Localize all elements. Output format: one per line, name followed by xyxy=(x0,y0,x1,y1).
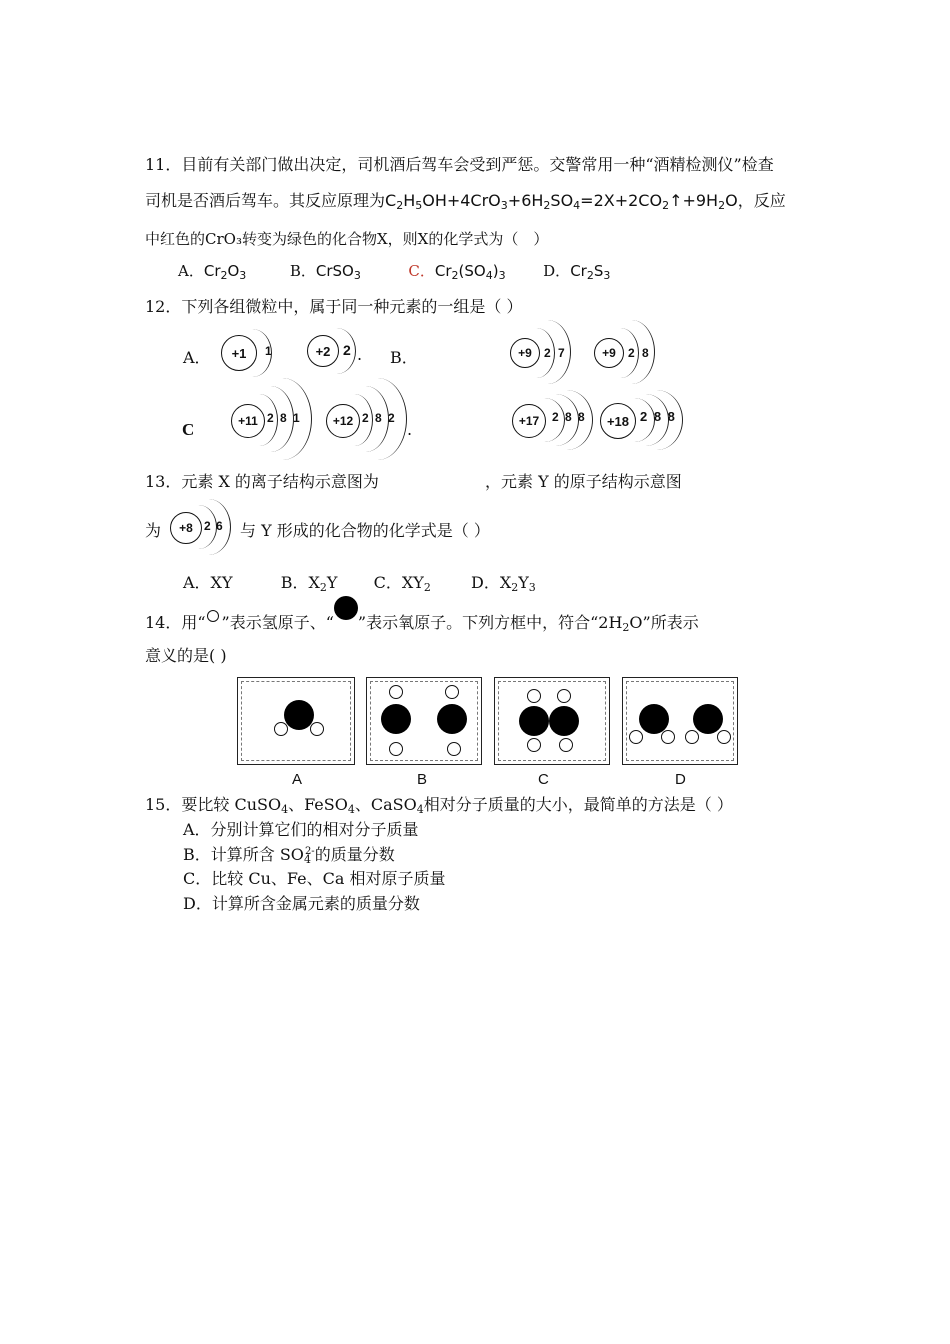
q13-option-d-label: D． xyxy=(471,573,500,592)
q15-option-a: A．分别计算它们的相对分子质量 xyxy=(183,820,419,839)
oxygen-atom-icon xyxy=(519,706,549,736)
q12-atom-b2 xyxy=(594,324,674,384)
oxygen-atom-icon xyxy=(284,700,314,730)
q15-stem-a: 15．要比较 CuSO xyxy=(145,795,282,814)
q15-option-b-pre: B．计算所含 SO xyxy=(183,845,304,864)
q13-options xyxy=(183,570,536,593)
q15-stem-b: 、FeSO xyxy=(288,795,348,814)
q15-stem: 15．要比较 CuSO$_4$、FeSO$_4$、CaSO$_4$相对分子质量的大小，最简单的方法是（ ） xyxy=(145,795,733,816)
q15-option-d: D．计算所含金属元素的质量分数 xyxy=(183,894,420,913)
hydrogen-atom-icon xyxy=(557,689,571,703)
q12-atom-d1 xyxy=(512,396,602,446)
q14-box-d xyxy=(622,677,738,765)
q14-box-label-a: A xyxy=(292,771,303,788)
oxygen-atom-icon xyxy=(381,704,411,734)
oxygen-atom-icon xyxy=(639,704,669,734)
q13-line2-b: 与 Y 形成的化合物的化学式是（ ） xyxy=(240,521,490,540)
nucleus: +17 xyxy=(512,404,546,438)
q14-box-b xyxy=(366,677,482,765)
q12-atom-d2 xyxy=(600,396,690,446)
q13-option-c-label: C． xyxy=(373,573,402,592)
q11-option-c-label: C． xyxy=(408,262,435,280)
hydrogen-atom-icon xyxy=(661,730,675,744)
q11-option-d: $Cr_2S_3$ xyxy=(570,262,611,282)
nucleus: +9 xyxy=(510,338,540,368)
nucleus: +12 xyxy=(326,404,360,438)
q13-line1-a: 13．元素 X 的离子结构示意图为 xyxy=(145,472,379,491)
q12-period-c: . xyxy=(407,420,413,439)
hydrogen-atom-icon xyxy=(685,730,699,744)
q12-atom-b1 xyxy=(510,324,590,384)
q13-option-b: $X_2Y$ xyxy=(308,573,338,594)
q13-option-c: $XY_2$ xyxy=(401,573,431,594)
nucleus: +18 xyxy=(600,403,636,439)
shell-electrons: 2 8 1 xyxy=(267,411,300,425)
q12-stem: 12．下列各组微粒中，属于同一种元素的一组是（ ） xyxy=(145,297,523,316)
q15-stem-c: 、CaSO xyxy=(354,795,417,814)
q14-stem-b: ”表示氢原子、“ xyxy=(221,613,334,632)
shell-electrons: 2 8 xyxy=(628,346,649,360)
q15-option-b-post: 的质量分数 xyxy=(314,845,395,864)
hydrogen-atom-icon xyxy=(559,738,573,752)
nucleus: +1 xyxy=(221,335,257,371)
q14-box-label-b: B xyxy=(417,771,428,788)
shell-electrons: 2 8 8 xyxy=(640,409,675,424)
q15-option-c: C．比较 Cu、Fe、Ca 相对原子质量 xyxy=(183,869,446,888)
q11-line2-suffix: ，反应 xyxy=(737,191,786,210)
q12-option-a-label: A． xyxy=(183,348,211,367)
q14-stem-a: 14．用“ xyxy=(145,613,206,632)
q12-period: . xyxy=(357,345,363,364)
q11-option-d-label: D． xyxy=(543,262,571,280)
hydrogen-atom-icon xyxy=(527,689,541,703)
q11-option-c: $Cr_2(SO_4)_3$ xyxy=(434,262,506,282)
q11-line2 xyxy=(145,188,786,211)
q12-option-b-label: B． xyxy=(390,348,418,367)
oxygen-atom-icon xyxy=(334,604,358,626)
hydrogen-atom-icon xyxy=(310,722,324,736)
shell-electrons: 2 7 xyxy=(544,346,565,360)
q11-options xyxy=(178,260,610,281)
q14-stem: 14．用“ ”表示氢原子、“ ”表示氧原子。下列方框中，符合“$2H_2O$”所表示 xyxy=(145,604,699,633)
q11-option-b-label: B． xyxy=(289,262,316,280)
hydrogen-atom-icon xyxy=(527,738,541,752)
nucleus: +9 xyxy=(594,338,624,368)
q14-box-label-c: C xyxy=(538,771,549,788)
shell-electrons: 2 xyxy=(343,342,351,358)
q12-atom-c2 xyxy=(326,382,416,452)
q11-equation: $C_2H_5OH+4CrO_3+6H_2SO_4=2X+2CO_2↑+9H_2O$ xyxy=(385,191,738,212)
q14-stem-d: O”所表示 xyxy=(629,613,699,632)
q12-option-c-label: C xyxy=(182,420,195,439)
q11-line2-prefix: 司机是否酒后驾车。其反应原理为 xyxy=(145,191,386,210)
hydrogen-atom-icon xyxy=(445,685,459,699)
hydrogen-atom-icon xyxy=(717,730,731,744)
shell-electrons: 2 8 2 xyxy=(362,411,395,425)
shell-electrons: 2 8 8 xyxy=(552,410,585,424)
oxygen-atom-icon xyxy=(437,704,467,734)
hydrogen-atom-icon xyxy=(206,610,222,624)
q15-stem-d: 相对分子质量的大小，最简单的方法是（ ） xyxy=(423,795,733,814)
q14-box-a xyxy=(237,677,355,765)
q12-atom-c1 xyxy=(231,382,321,452)
oxygen-atom-icon xyxy=(549,706,579,736)
shell-electrons: 1 xyxy=(265,344,272,358)
q13-option-d: $X_2Y_3$ xyxy=(499,573,536,594)
hydrogen-atom-icon xyxy=(447,742,461,756)
q13-line1-b: ，元素 Y 的原子结构示意图 xyxy=(485,472,682,491)
oxygen-atom-icon xyxy=(693,704,723,734)
hydrogen-atom-icon xyxy=(389,685,403,699)
shell-electrons: 2 6 xyxy=(204,519,223,533)
q14-line2: 意义的是( ) xyxy=(145,646,227,665)
q11-option-a-label: A． xyxy=(178,262,204,280)
q14-box-label-d: D xyxy=(675,771,686,788)
hydrogen-atom-icon xyxy=(629,730,643,744)
q13-y-atom xyxy=(170,503,240,553)
q11-line3: 中红色的CrO₃转变为绿色的化合物X，则X的化学式为（ ） xyxy=(145,230,549,248)
q11-option-a: $Cr_2O_3$ xyxy=(203,262,247,282)
hydrogen-atom-icon xyxy=(274,722,288,736)
nucleus: +2 xyxy=(307,335,339,367)
q11-option-b: CrSO$_3$ xyxy=(315,262,361,282)
q14-stem-c: ”表示氧原子。下列方框中，符合“2H xyxy=(357,613,623,632)
nucleus: +11 xyxy=(231,404,265,438)
q15-option-b: B．计算所含 $SO_4^{2-}$的质量分数 xyxy=(183,845,395,866)
q13-option-b-label: B． xyxy=(280,573,309,592)
nucleus: +8 xyxy=(170,512,202,544)
q12-atom-a1 xyxy=(221,333,281,373)
q11-line1: 11．目前有关部门做出决定，司机酒后驾车会受到严惩。交警常用一种“酒精检测仪”检查 xyxy=(145,155,774,174)
q13-option-a: A．XY xyxy=(183,573,233,592)
q13-line2-a: 为 xyxy=(145,521,162,540)
q14-box-c xyxy=(494,677,610,765)
hydrogen-atom-icon xyxy=(389,742,403,756)
